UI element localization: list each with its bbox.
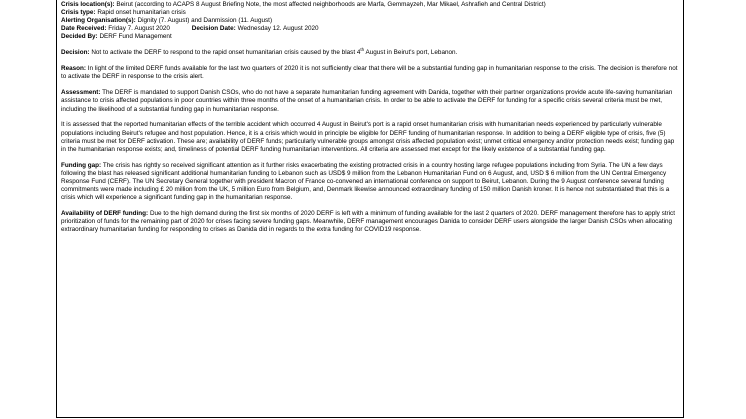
decision-text-end: August in Beirut's port, Lebanon. [364,49,458,57]
alerting-organisations-value: Dignity (7. August) and Danmission (11. August) [137,17,273,25]
decision-paragraph [61,49,679,57]
availability-label: Availability of DERF funding: [61,209,149,217]
reason-paragraph [61,65,679,81]
decision-date-value: Wednesday 12. August 2020 [237,25,319,33]
decision-document [56,0,684,418]
date-received-value: Friday 7. August 2020 [108,25,170,33]
funding-gap-paragraph [61,162,679,202]
assessment-text: The DERF is mandated to support Danish CSOs, who do not have a separate humanitarian funding agreement with Danida, together with their partner organizations provide acute life-saving humanitarian assistance to crisis affected populations in poor countries within three months of the onset of a humanitarian crisis. In order to be able to activate the DERF for funding for a specific crisis several criteria must be met, including the likelihood of a substantial funding gap in humanitarian response. [61,89,673,113]
crisis-location-label: Crisis location(s): [61,1,115,8]
crisis-location-value: Beirut (according to ACAPS 8 August Briefing Note, the most affected neighborhoods are Marfa, Gemmayzeh, Mar Mikael, Ashrafieh and Central District) [116,1,546,8]
decision-text-start: Not to activate the DERF to respond to the rapid onset humanitarian crisis caused by the blast 4 [91,49,361,57]
crisis-type-value: Rapid onset humanitarian crisis [97,9,186,17]
availability-paragraph [61,210,679,234]
decision-label: Decision: [61,49,90,57]
decision-date-label: Decision Date: [191,25,236,33]
assessment-detail-paragraph [61,121,679,153]
decided-by-line [61,33,679,41]
funding-gap-text: The crisis has rightly so received significant attention as it further risks exacerbating the existing protracted crisis in a country hosting large refugee populations including from Syria. The UN a few days following the blast has released significant additional humanitarian funding to Lebanon such as USD$ 9 million from the Lebanon Humanitarian Fund on 6 August, and, USD $ 6 million from the UN Central Emergency Response Fund (CERF). The UN Secretary General together with president Macron of France co-convened an international conference on support to Beirut, Lebanon. During the 9 August conference several funding commitments were made including £ 20 million from the UK, 5 million Euro from Belgium, and, Denmark likewise announced extraordinary funding of 150 million Danish kroner. It is hence not substantiated that this is a crisis which will experience a significant funding gap in the humanitarian response. [61,161,670,201]
document-header [61,1,679,41]
assessment-detail-text: It is assessed that the reported humanitarian effects of the terrible accident which occurred 4 August in Beirut's port is a rapid onset humanitarian crisis with humanitarian needs experienced by particularly vulnerable populations including Beirut's refugee and host population. Hence, it is a crisis which would in principle be eligible for DERF funding of humanitarian response. In addition to being a DERF eligible type of crisis, five (5) criteria must be met for DERF activation. These are; availability of DERF funds; particularly vulnerable groups amongst crisis affected population exist; unmet critical emergency and/or protection needs exist; funding gap in the humanitarian response exists; and, timeliness of potential DERF funding humanitarian interventions. All criteria are assessed met except for the likely existence of a substantial funding gap. [61,121,675,153]
reason-text: In light of the limited DERF funds available for the last two quarters of 2020 it is not sufficiently clear that there will be a substantial funding gap in humanitarian response to the crisis. The decision is therefore not to activate the DERF in response to the crisis alert. [61,65,678,81]
funding-gap-label: Funding gap: [61,161,102,169]
availability-text: Due to the high demand during the first six months of 2020 DERF is left with a minimum of funding available for the last 2 quarters of 2020. DERF management therefore has to apply strict prioritization of funds for the remaining part of 2020 for crises facing severe funding gaps. Meanwhile, DERF management encourages Danida to consider DERF users alongside the larger Danish CSOs when allocating extraordinary humanitarian funding for responding to crises as Danida did in regards to the extra funding for COVID19 response. [61,209,675,234]
date-received-label: Date Received: [61,25,107,33]
decided-by-label: Decided By: [61,33,98,41]
assessment-label: Assessment: [61,89,101,97]
alerting-organisations-label: Alerting Organisation(s): [61,17,136,25]
alerting-organisations-line [61,17,679,25]
crisis-location-line [61,1,679,9]
crisis-type-label: Crisis type: [61,9,96,17]
reason-label: Reason: [61,65,87,73]
crisis-type-line [61,9,679,17]
decision-ordinal-suffix: th [360,47,365,53]
decided-by-value: DERF Fund Management [99,33,172,41]
dates-line [61,25,679,33]
assessment-paragraph [61,89,679,113]
